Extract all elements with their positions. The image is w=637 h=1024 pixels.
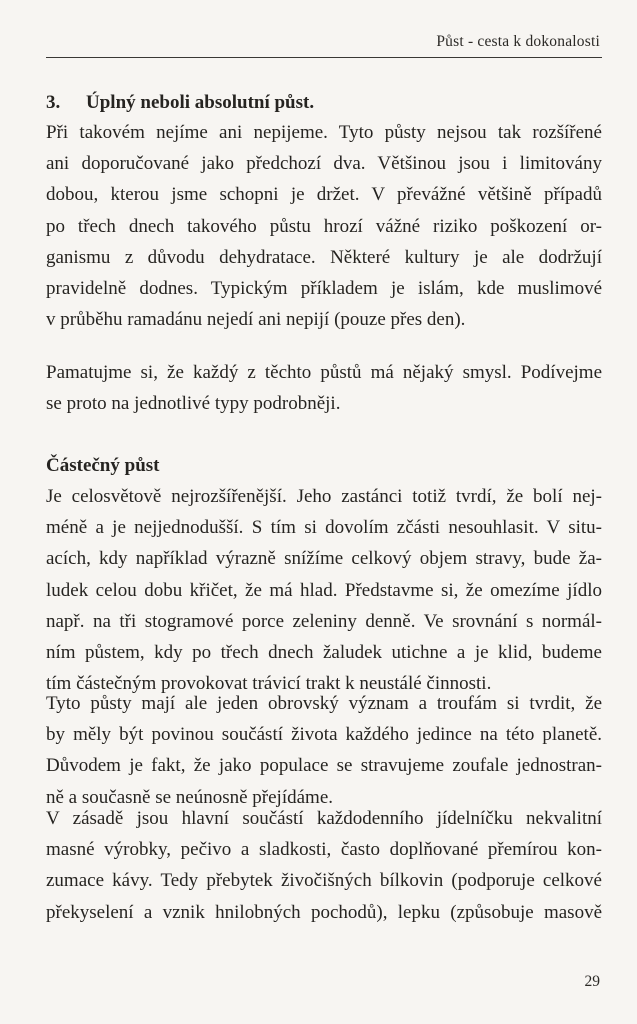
text-line: tím částečným provokovat trávicí trakt k neustálé činnosti. <box>46 673 492 695</box>
text-line: např. na tři stogramové porce zeleniny denně. Ve srovnání s normál- <box>46 610 602 632</box>
partial-paragraph-3 <box>46 803 602 928</box>
partial-paragraph-2 <box>46 688 602 813</box>
remember-paragraph <box>46 357 602 419</box>
text-line: Pamatujme si, že každý z těchto půstů má nějaký smysl. Podívejme <box>46 362 602 383</box>
text-line: ludek celou dobu křičet, že má hlad. Představme si, že omezíme jídlo <box>46 579 602 601</box>
text-line: dobou, kterou jsme schopni je držet. V převážné většině případů <box>46 184 602 206</box>
text-line: ganismu z důvodu dehydratace. Některé kultury je ale dodržují <box>46 246 602 268</box>
text-line: ani doporučované jako předchozí dva. Většinou jsou i limitovány <box>46 153 602 175</box>
section-3-number: 3. <box>46 92 61 113</box>
text-line: v průběhu ramadánu nejedí ani nepijí (pouze přes den). <box>46 309 466 331</box>
partial-fast-heading: Částečný půst <box>46 455 160 476</box>
section-3-title: Úplný neboli absolutní půst. <box>86 92 315 113</box>
text-line: Při takovém nejíme ani nepijeme. Tyto půsty nejsou tak rozšířené <box>46 122 602 143</box>
text-line: po třech dnech takového půstu hrozí vážné riziko poškození or- <box>46 215 602 237</box>
running-header: Půst - cesta k dokonalosti <box>436 33 600 50</box>
text-line: ně a současně se neúnosně přejídáme. <box>46 786 334 808</box>
text-line: acích, kdy například výrazně snížíme celkový objem stravy, bude ža- <box>46 548 602 570</box>
page-number: 29 <box>584 973 600 990</box>
text-line: se proto na jednotlivé typy podrobněji. <box>46 393 341 415</box>
text-line: pravidelně dodnes. Typickým příkladem je islám, kde muslimové <box>46 278 602 300</box>
text-line: masné výrobky, pečivo a sladkosti, často doplňované přemírou kon- <box>46 839 602 861</box>
header-rule <box>46 57 602 58</box>
text-line: V zásadě jsou hlavní součástí každodenního jídelníčku nekvalitní <box>46 808 602 829</box>
section-3-heading <box>46 92 314 114</box>
text-line: méně a je nejjednodušší. S tím si dovolím zčásti nesouhlasit. V situ- <box>46 517 602 539</box>
text-line: zumace kávy. Tedy přebytek živočišných bílkovin (podporuje celkové <box>46 870 602 892</box>
text-line: překyselení a vznik hnilobných pochodů), lepku (způsobuje masově <box>46 901 602 923</box>
partial-paragraph-1 <box>46 481 602 699</box>
text-line: Tyto půsty mají ale jeden obrovský význam a troufám si tvrdit, že <box>46 693 602 714</box>
text-line: Důvodem je fakt, že jako populace se stravujeme zoufale jednostran- <box>46 755 602 777</box>
text-line: Je celosvětově nejrozšířenější. Jeho zastánci totiž tvrdí, že bolí nej- <box>46 486 602 507</box>
text-line: ním půstem, kdy po třech dnech žaludek utichne a je klid, budeme <box>46 642 602 664</box>
section-3-paragraph <box>46 117 602 335</box>
text-line: by měly být povinou součástí života každého jedince na této planetě. <box>46 724 602 746</box>
